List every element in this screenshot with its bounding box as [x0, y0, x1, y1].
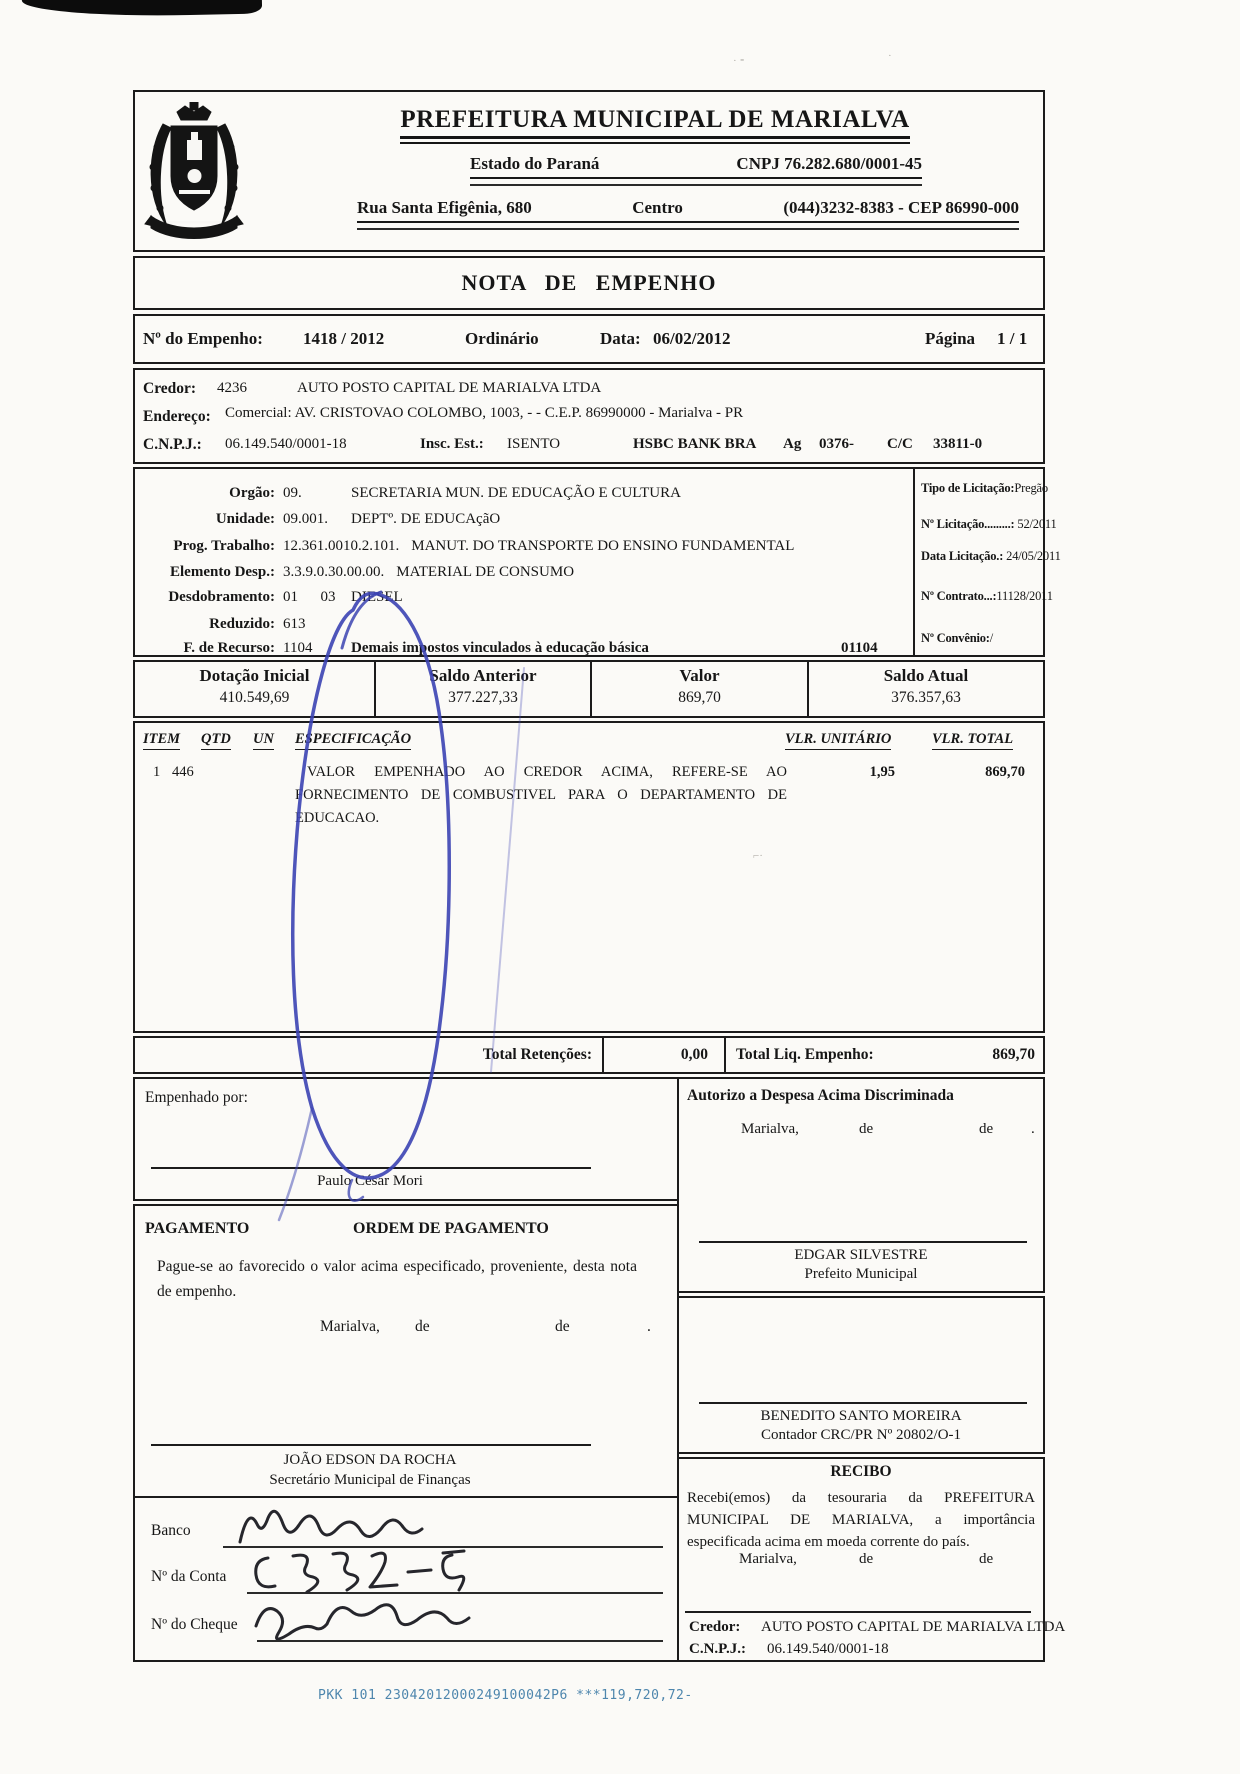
empenho-number-label: Nº do Empenho:: [143, 329, 263, 348]
address-label: Endereço:: [143, 408, 211, 425]
empenho-number-value: 1418 / 2012: [303, 329, 385, 348]
org-title-wrap: [285, 106, 1025, 144]
creditor-cnpj-value: 06.149.540/0001-18: [225, 436, 347, 452]
empenho-kind: Ordinário: [465, 329, 539, 348]
col-header-especificacao: ESPECIFICAÇÃO: [295, 731, 411, 750]
letterhead: [133, 90, 1045, 252]
item-spec-block: [295, 761, 787, 830]
de-word: de: [979, 1121, 994, 1137]
creditor-code: 4236: [217, 380, 247, 396]
amount-label: Dotação Inicial: [199, 666, 310, 685]
licitacao-number-row: [921, 517, 1057, 532]
scan-smudge: · ⁃: [733, 55, 745, 67]
amount-label: Saldo Anterior: [429, 666, 537, 685]
contract-number-value: 11128/2011: [996, 589, 1053, 603]
autorizo-box: [677, 1077, 1045, 1293]
liq-empenho-label: Total Liq. Empenho:: [736, 1046, 874, 1063]
de-word: de: [555, 1318, 570, 1335]
recibo-cnpj-value: 06.149.540/0001-18: [767, 1641, 889, 1657]
item-spec-line: FORNECIMENTO DE COMBUSTIVEL PARA O DEPARTAMENTO DE: [295, 787, 787, 803]
recibo-title: RECIBO: [830, 1463, 892, 1480]
amount-value: 869,70: [678, 689, 721, 706]
de-word: de: [859, 1551, 874, 1567]
licitacao-date-value: 24/05/2011: [1006, 549, 1061, 563]
recibo-body-text: Recebi(emos) da tesouraria da PREFEITURA MUNICIPAL DE MARIALVA, a importância especificada acima em moeda corrente do país.: [687, 1490, 1035, 1550]
signature-line: [151, 1167, 591, 1169]
item-spec-line: VALOR EMPENHADO AO CREDOR ACIMA, REFERE-SE AO: [307, 764, 787, 780]
de-word: de: [859, 1121, 874, 1137]
col-header-vlr-unitario: VLR. UNITÁRIO: [785, 731, 891, 750]
letterhead-line3: [357, 198, 1019, 223]
budget-code: 09.001.: [283, 511, 328, 527]
amount-saldo-atual: [807, 662, 1043, 716]
empenho-date-label: Data:: [600, 329, 641, 348]
amount-saldo-anterior: [374, 662, 590, 716]
budget-code: 09.: [283, 485, 302, 501]
scan-artifact-top-left: [22, 0, 262, 19]
dot-word: .: [1031, 1121, 1035, 1137]
amounts-box: [133, 660, 1045, 718]
finance-secretary-role: Secretário Municipal de Finanças: [269, 1472, 471, 1488]
budget-row-recurso: [135, 640, 649, 657]
budget-code: 613: [283, 616, 306, 632]
licitacao-type-label: Tipo de Licitação:: [921, 481, 1015, 495]
city-word: Marialva,: [741, 1121, 799, 1137]
col-header-qtd: QTD: [201, 731, 231, 750]
bank-agency-value: 0376-: [819, 436, 854, 452]
signature-line: [151, 1444, 591, 1446]
recibo-divider-line: [685, 1611, 1031, 1613]
licitacao-type-row: [921, 481, 1048, 496]
budget-row-prog-trabalho: [135, 538, 794, 555]
budget-desc: Demais impostos vinculados à educação básica: [351, 640, 649, 656]
autorizo-title: Autorizo a Despesa Acima Discriminada: [687, 1087, 954, 1104]
signature-line: [699, 1241, 1027, 1243]
page-value: 1 / 1: [997, 329, 1028, 348]
retencoes-value: 0,00: [680, 1046, 708, 1063]
items-table: [133, 721, 1045, 1033]
conta-field-label: Nº da Conta: [151, 1568, 227, 1585]
licitacao-date-row: [921, 549, 1061, 564]
ordem-pagamento-title: ORDEM DE PAGAMENTO: [353, 1220, 549, 1237]
pagamento-divider: [135, 1496, 677, 1498]
state-label: Estado do Paraná: [470, 154, 600, 173]
empenhado-signatory-name: Paulo César Mori: [317, 1173, 423, 1189]
cheque-field-label: Nº do Cheque: [151, 1616, 238, 1633]
accountant-role: Contador CRC/PR Nº 20802/O-1: [760, 1427, 962, 1443]
scan-smudge: ⌐·: [753, 850, 763, 862]
recibo-box: [677, 1457, 1066, 1662]
budget-desc: SECRETARIA MUN. DE EDUCAÇÃO E CULTURA: [351, 485, 681, 501]
de-word: de: [415, 1318, 430, 1335]
banco-field-label: Banco: [151, 1522, 191, 1539]
item-total-price: 869,70: [985, 764, 1025, 780]
empenhado-por-label: Empenhado por:: [145, 1089, 248, 1106]
budget-code: 12.361.0010.2.101.: [283, 538, 400, 554]
state-reg-label: Insc. Est.:: [420, 436, 484, 452]
district-label: Centro: [632, 198, 683, 217]
agreement-number-value: /: [989, 631, 994, 645]
budget-row-orgao: [135, 485, 681, 502]
mayor-role: Prefeito Municipal: [804, 1266, 918, 1282]
item-qty: 446: [172, 764, 194, 780]
col-header-item: ITEM: [143, 731, 180, 750]
amount-valor: [590, 662, 807, 716]
budget-label: Prog. Trabalho:: [173, 538, 275, 554]
underline: [357, 228, 1019, 230]
letterhead-line2: [470, 154, 922, 179]
recibo-credor-value: AUTO POSTO CAPITAL DE MARIALVA LTDA: [761, 1619, 1066, 1635]
licitacao-type-value: Pregão: [1014, 481, 1048, 495]
amount-value: 410.549,69: [219, 689, 290, 706]
state-reg-value: ISENTO: [507, 436, 561, 452]
budget-label: Unidade:: [215, 511, 275, 527]
contract-number-label: Nº Contrato...:: [921, 589, 997, 603]
budget-code: 1104: [283, 640, 313, 656]
dot-matrix-footer: PKK 101 23042012000249100042P6 ***119,720,72-: [318, 1688, 693, 1703]
underline: [470, 184, 922, 186]
creditor-name: AUTO POSTO CAPITAL DE MARIALVA LTDA: [297, 380, 602, 396]
budget-divider: [913, 469, 915, 655]
creditor-cnpj-label: C.N.P.J.:: [143, 436, 202, 453]
budget-label: Orgão:: [229, 485, 275, 501]
dot-word: .: [647, 1318, 651, 1335]
licitacao-number-value: 52/2011: [1017, 517, 1057, 531]
amount-label: Saldo Atual: [883, 666, 969, 685]
pagamento-body-text: Pague-se ao favorecido o valor acima especificado, proveniente, desta nota de empenho.: [157, 1258, 637, 1300]
signature-line: [699, 1402, 1027, 1404]
banco-field-line: [223, 1546, 663, 1548]
budget-label: F. de Recurso:: [183, 640, 275, 656]
conta-field-line: [247, 1592, 663, 1594]
budget-box: [133, 467, 1061, 657]
budget-label: Elemento Desp.:: [170, 564, 275, 580]
retencoes-value-cell: [602, 1038, 724, 1072]
item-number: 1: [153, 764, 161, 780]
creditor-box: [133, 368, 1045, 464]
licitacao-number-label: Nº Licitação.........:: [921, 517, 1015, 531]
mayor-name: EDGAR SILVESTRE: [794, 1247, 928, 1263]
budget-desc: MANUT. DO TRANSPORTE DO ENSINO FUNDAMENTAL: [411, 538, 795, 554]
budget-label: Reduzido:: [209, 616, 275, 632]
budget-label: Desdobramento:: [168, 589, 275, 605]
creditor-label: Credor:: [143, 380, 197, 397]
street-label: Rua Santa Efigênia, 680: [357, 198, 532, 217]
document-title-band: [133, 256, 1045, 310]
finance-secretary-name: JOÃO EDSON DA ROCHA: [283, 1452, 457, 1468]
scan-smudge: ·: [888, 50, 892, 62]
col-header-vlr-total: VLR. TOTAL: [932, 731, 1013, 750]
bank-account-label: C/C: [887, 436, 913, 452]
bank-agency-label: Ag: [783, 436, 802, 452]
phone-cep-label: (044)3232-8383 - CEP 86990-000: [783, 198, 1019, 217]
empenho-date-value: 06/02/2012: [653, 329, 731, 348]
item-unit-price: 1,95: [869, 764, 895, 780]
agreement-number-row: [921, 631, 993, 646]
recurso-extra-code: 01104: [841, 640, 878, 656]
bank-name: HSBC BANK BRA: [633, 436, 757, 452]
org-title: PREFEITURA MUNICIPAL DE MARIALVA: [400, 106, 909, 139]
address-value: Comercial: AV. CRISTOVAO COLOMBO, 1003, - - C.E.P. 86990000 - Marialva - PR: [225, 405, 744, 421]
budget-code: 3.3.9.0.30.00.00.: [283, 564, 385, 580]
contador-box: [677, 1296, 1045, 1454]
retencoes-label: Total Retenções:: [482, 1046, 592, 1063]
totals-row: [133, 1036, 1045, 1074]
empenhado-por-box: [133, 1077, 679, 1201]
page-label: Página: [925, 329, 976, 348]
liq-empenho-value: 869,70: [992, 1046, 1035, 1063]
item-spec-line: EDUCACAO.: [295, 810, 380, 826]
recibo-credor-label: Credor:: [689, 1619, 741, 1635]
liq-empenho-cell: [724, 1038, 1043, 1072]
budget-row-elemento: [135, 564, 574, 581]
contract-number-row: [921, 589, 1053, 604]
amount-label: Valor: [679, 666, 720, 685]
recibo-cnpj-label: C.N.P.J.:: [689, 1641, 746, 1657]
pagamento-box: [133, 1204, 679, 1662]
amount-value: 376.357,63: [891, 689, 961, 706]
amount-dotacao-inicial: [135, 662, 374, 716]
agreement-number-label: Nº Convênio:: [921, 631, 990, 645]
pagamento-title: PAGAMENTO: [145, 1220, 250, 1237]
amount-value: 377.227,33: [448, 689, 518, 706]
city-word: Marialva,: [320, 1318, 380, 1335]
budget-row-desdobramento: [135, 589, 403, 606]
budget-row-unidade: [135, 511, 500, 528]
cheque-field-line: [257, 1640, 663, 1642]
budget-desc: DEPTº. DE EDUCAçãO: [351, 511, 501, 527]
retencoes-label-cell: [135, 1038, 602, 1072]
city-word: Marialva,: [739, 1551, 797, 1567]
cnpj-label: CNPJ 76.282.680/0001-45: [736, 154, 922, 173]
bank-account-value: 33811-0: [933, 436, 983, 452]
budget-row-reduzido: [135, 616, 351, 633]
budget-desc: MATERIAL DE CONSUMO: [396, 564, 575, 580]
budget-code: 01 03: [283, 589, 336, 605]
licitacao-date-label: Data Licitação.:: [921, 549, 1004, 563]
col-header-un: UN: [253, 731, 274, 750]
budget-desc: DIESEL: [351, 589, 403, 605]
coat-of-arms-icon: [143, 102, 245, 242]
de-word: de: [979, 1551, 994, 1567]
accountant-name: BENEDITO SANTO MOREIRA: [760, 1408, 962, 1424]
document-title: NOTA DE EMPENHO: [461, 270, 717, 295]
empenho-number-row: [133, 314, 1045, 364]
